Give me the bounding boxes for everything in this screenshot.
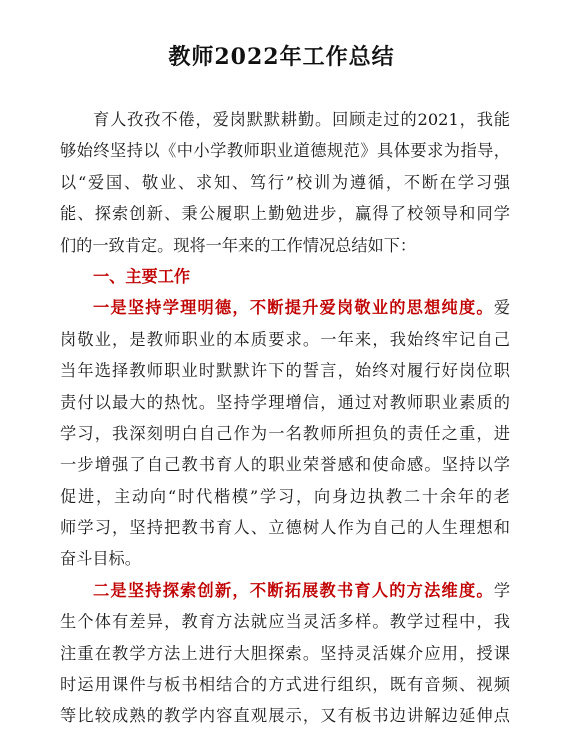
paragraph-lead-bold: 一是坚持学理明德，不断提升爱岗敬业的思想纯度。 [93,298,494,318]
intro-line: 以“爱国、敬业、求知、笃行”校训为遵循，不断在学习强 [60,172,510,192]
paragraph-line: 责付以最大的热忱。坚持学理增信，通过对教师职业素质的 [60,392,510,412]
paragraph-lead-tail: 学 [493,580,510,600]
document-body [60,104,510,732]
paragraph-line: 促进，主动向“时代楷模”学习，向身边执教二十余年的老 [60,486,510,506]
paragraph-lead-line [60,575,510,606]
paragraph-line: 一步增强了自己教书育人的职业荣誉感和使命感。坚持以学 [60,455,510,475]
intro-line: 育人孜孜不倦，爱岗默默耕勤。回顾走过的2021，我能 [93,110,510,129]
paragraph-line: 岗敬业，是教师职业的本质要求。一年来，我始终牢记自己 [60,329,510,349]
paragraph-lead-line [60,292,510,323]
intro-line: 们的一致肯定。现将一年来的工作情况总结如下： [60,235,417,255]
paragraph-line: 奋斗目标。 [60,549,141,569]
paragraph-line: 时运用课件与板书相结合的方式进行组织，既有音频、视频 [60,675,510,695]
paragraph-line: 学习，我深刻明白自己作为一名教师所担负的责任之重，进 [60,423,510,443]
section-heading: 一、主要工作 [93,266,191,286]
paragraph-lead-tail: 爱 [493,298,510,318]
intro-line: 能、探索创新、秉公履职上勤勉进步，赢得了校领导和同学 [60,204,510,224]
paragraph-line: 生个体有差异，教育方法就应当灵活多样。教学过程中，我 [60,612,510,632]
document-title: 教师2022年工作总结 [168,44,395,70]
paragraph-lead-bold: 二是坚持探索创新，不断拓展教书育人的方法维度。 [93,580,494,600]
paragraph-line: 注重在教学方法上进行大胆探索。坚持灵活媒介应用，授课 [60,643,510,663]
intro-line: 够始终坚持以《中小学教师职业道德规范》具体要求为指导， [60,141,510,161]
paragraph-line: 师学习，坚持把教书育人、立德树人作为自己的人生理想和 [60,518,510,538]
paragraph-line: 当年选择教师职业时默默许下的誓言，始终对履行好岗位职 [60,361,510,381]
paragraph-line: 等比较成熟的教学内容直观展示，又有板书边讲解边延伸点 [60,706,510,726]
